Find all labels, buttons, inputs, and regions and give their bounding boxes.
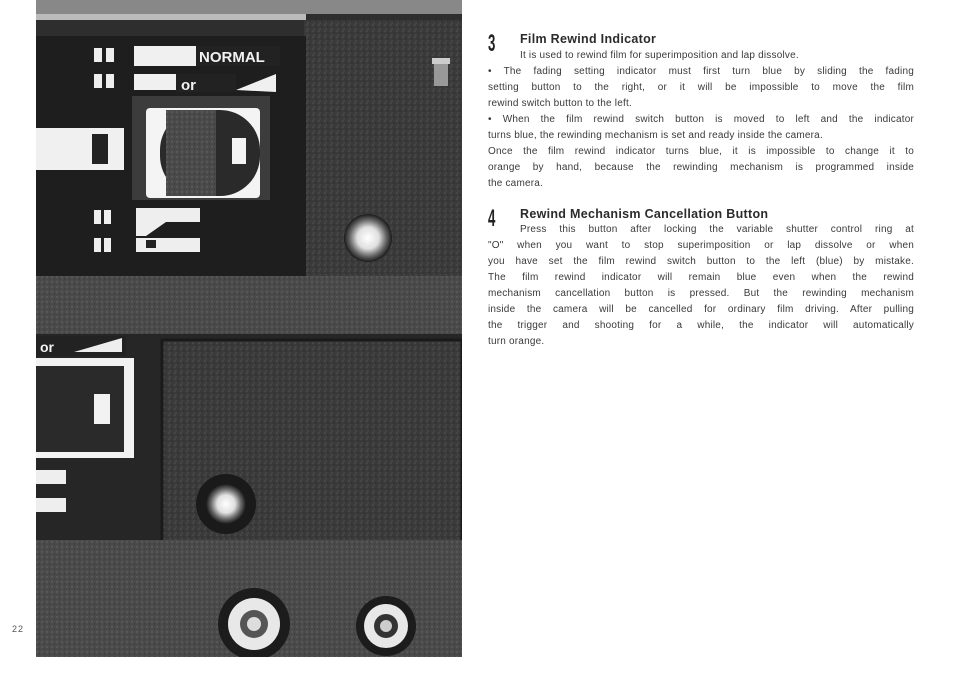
body-line: the camera.: [488, 178, 544, 189]
body-line: you have set the film rewind switch button to the left (blue) by mistake.: [488, 256, 914, 267]
body-line: "O" when you want to stop superimposition or lap dissolve or when: [488, 240, 914, 251]
body-line: orange by hand, because the rewinding mechanism is programmed inside: [488, 162, 914, 173]
body-line: Press this button after locking the variable shutter control ring at: [520, 224, 914, 235]
body-line: It is used to rewind film for superimposition and lap dissolve.: [520, 50, 799, 61]
body-line: The film rewind indicator will remain blue even when the rewind: [488, 272, 914, 283]
or-label-top: or: [181, 77, 196, 94]
body-line: the trigger and shooting for a while, the indicator will automatically: [488, 320, 914, 331]
section-number: 3: [488, 30, 496, 57]
body-line: rewind switch button to the left.: [488, 98, 632, 109]
body-line: turn orange.: [488, 336, 545, 347]
body-line: • When the film rewind switch button is moved to left and the indicator: [488, 114, 914, 125]
camera-photo: [36, 0, 462, 657]
body-line: mechanism cancellation button is pressed. But the rewinding mechanism: [488, 288, 914, 299]
or-label-bottom: or: [40, 339, 54, 355]
page-number: 22: [12, 624, 25, 634]
camera-photo-graphic: [36, 0, 462, 657]
section-number: 4: [488, 205, 496, 232]
body-line: setting button to the right, or it will be impossible to move the film: [488, 82, 914, 93]
body-line: Once the film rewind indicator turns blue, it is impossible to change it to: [488, 146, 914, 157]
body-line: inside the camera will be cancelled for ordinary film driving. After pulling: [488, 304, 914, 315]
section-title: Film Rewind Indicator: [520, 32, 657, 46]
body-line: turns blue, the rewinding mechanism is set and ready inside the camera.: [488, 130, 823, 141]
body-line: • The fading setting indicator must first turn blue by sliding the fading: [488, 66, 914, 77]
normal-label: NORMAL: [199, 49, 265, 66]
section-title: Rewind Mechanism Cancellation Button: [520, 207, 769, 221]
